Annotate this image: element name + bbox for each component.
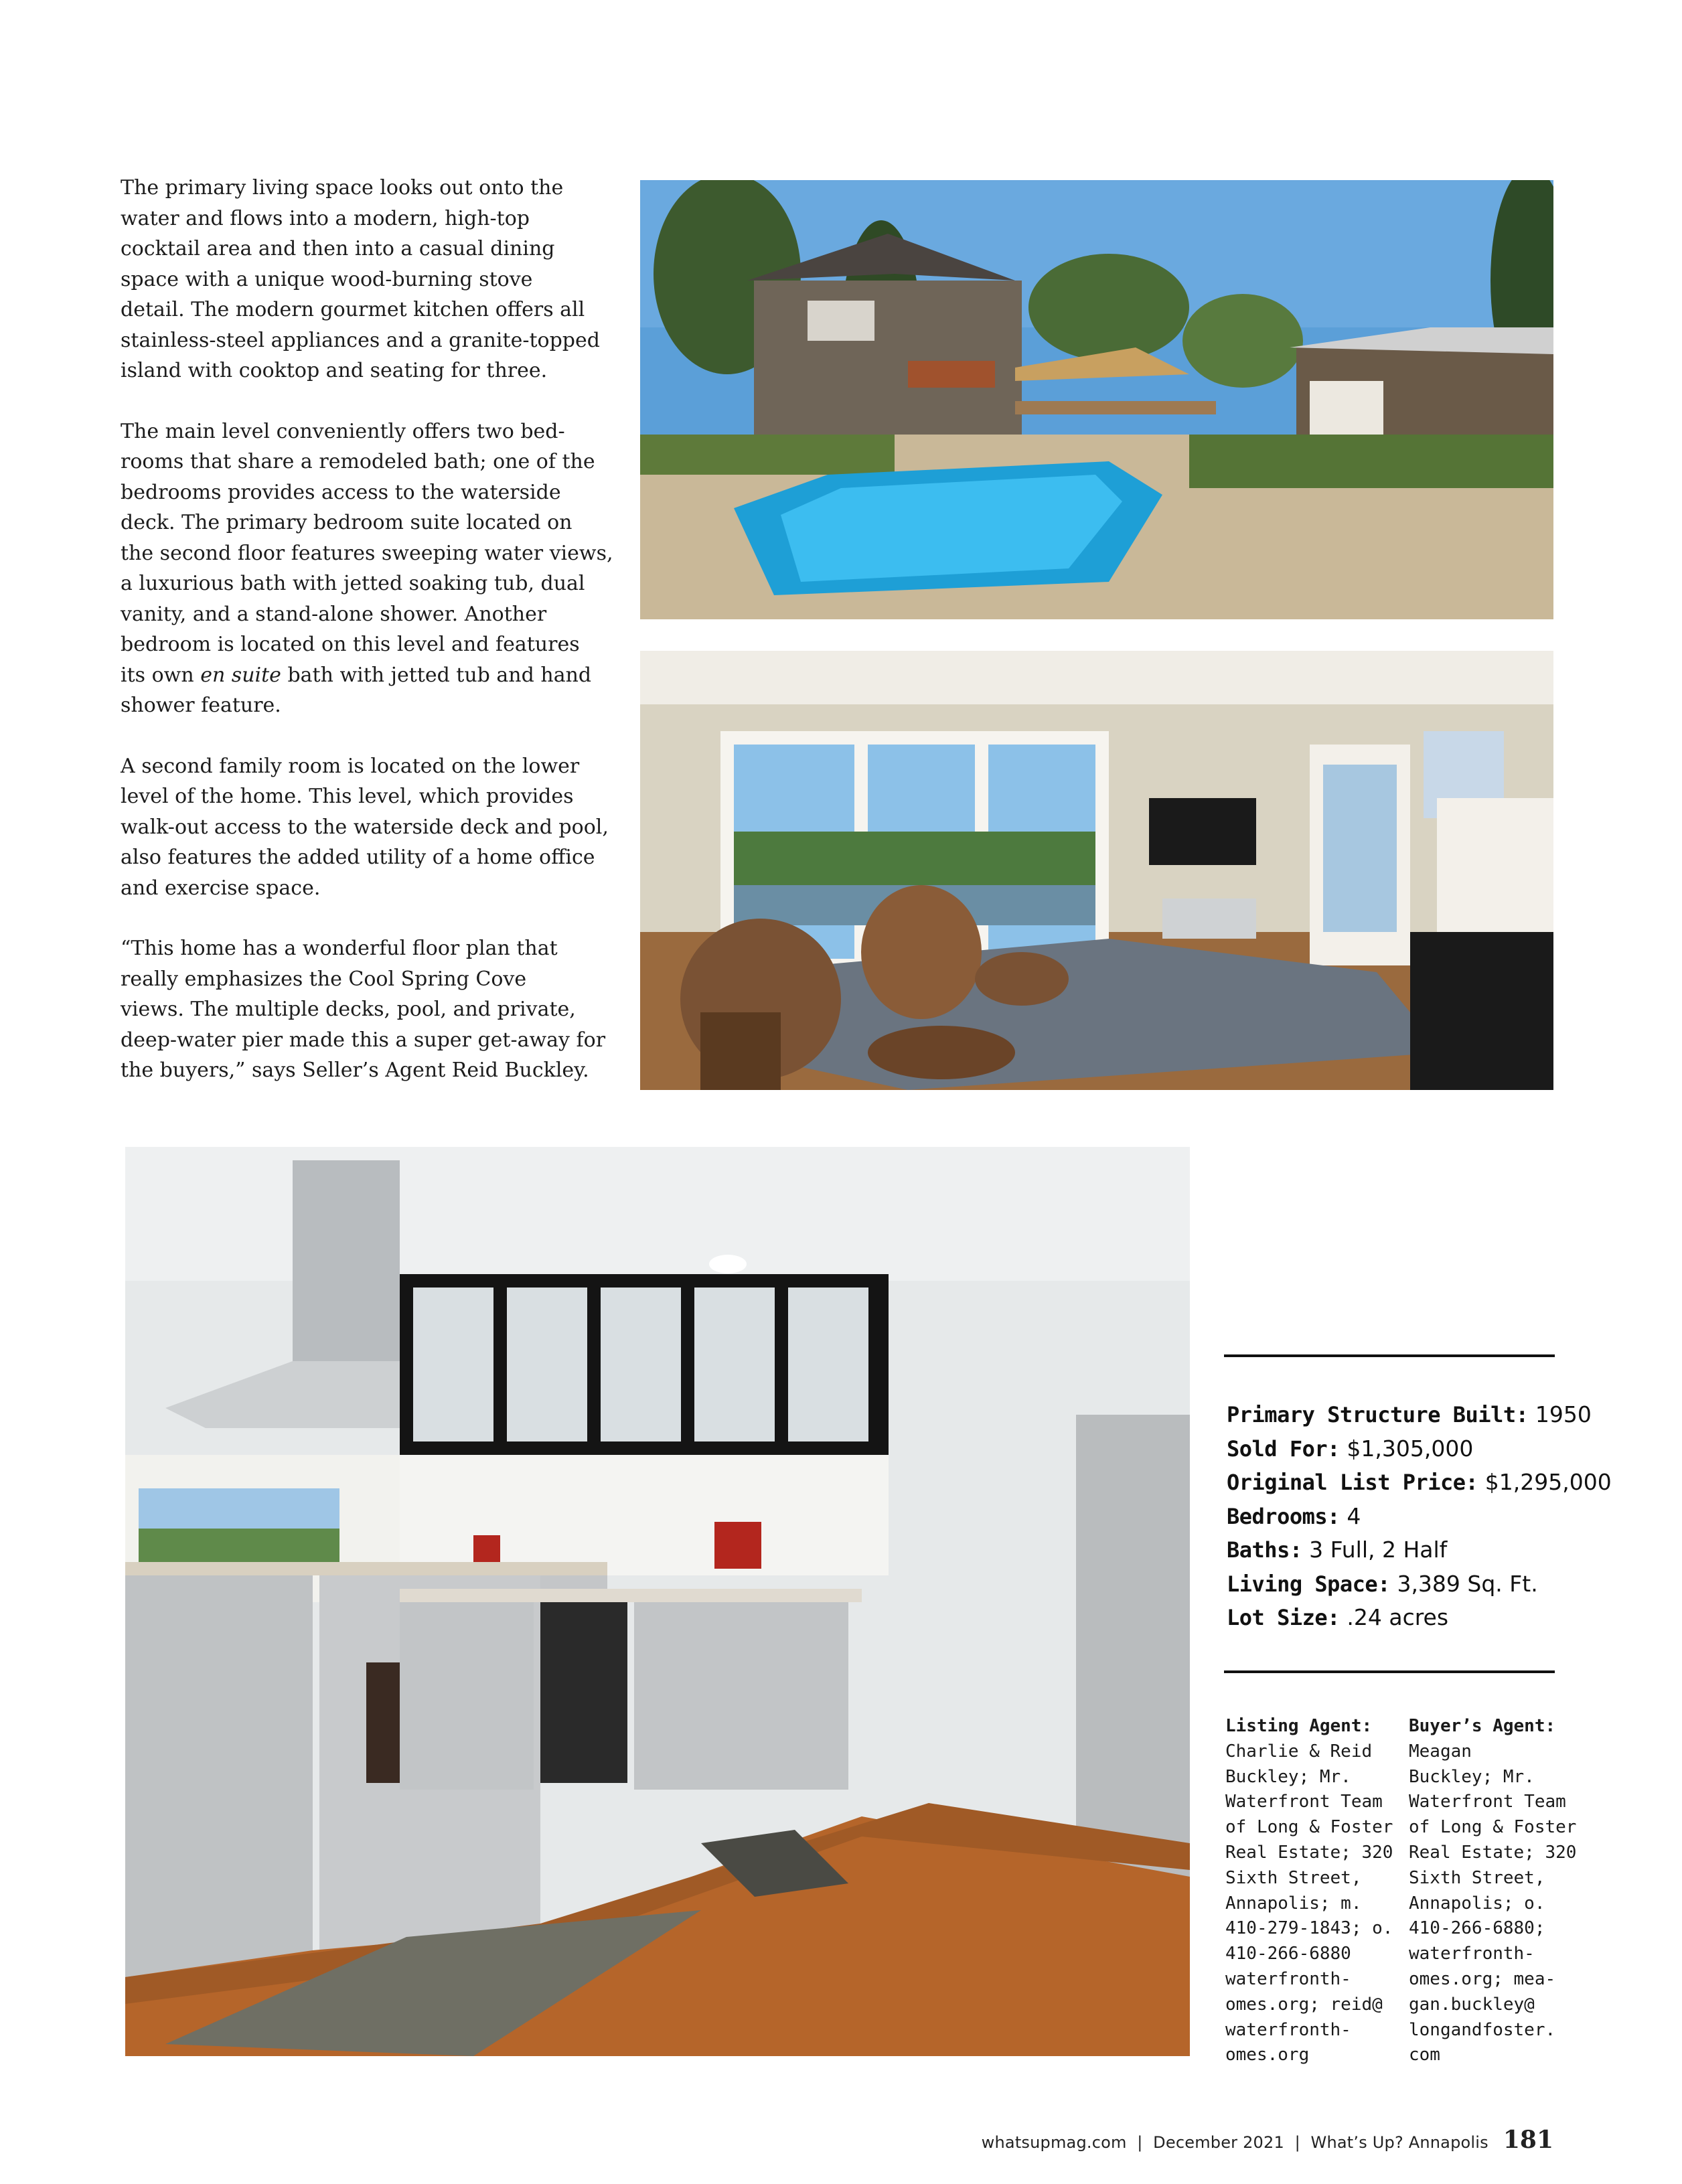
agent-detail-line: Sixth Street, bbox=[1225, 1867, 1362, 1888]
fact-label: Bedrooms: bbox=[1227, 1503, 1340, 1529]
agent-detail-line: omes.org bbox=[1225, 2045, 1310, 2065]
article-line bbox=[121, 751, 603, 782]
agent-detail-line: omes.org; reid@ bbox=[1225, 1994, 1383, 2015]
article-line bbox=[121, 933, 603, 964]
article-paragraph bbox=[121, 416, 613, 721]
article-line bbox=[121, 660, 603, 691]
page-number: 181 bbox=[1503, 2126, 1553, 2154]
article-line bbox=[121, 204, 603, 234]
line-text: shower feature. bbox=[121, 694, 281, 717]
line-text: rooms that share a remodeled bath; one of the bbox=[121, 450, 595, 473]
article-line bbox=[121, 356, 603, 386]
line-text: cocktail area and then into a casual dining bbox=[121, 237, 555, 260]
agent-detail-line: Annapolis; m. bbox=[1225, 1893, 1362, 1914]
agent-detail-line: omes.org; mea- bbox=[1409, 1968, 1556, 1989]
line-text: stainless-steel appliances and a granite-topped bbox=[121, 328, 600, 352]
fact-value: 3 Full, 2 Half bbox=[1302, 1537, 1448, 1563]
fact-value: $1,295,000 bbox=[1478, 1469, 1612, 1495]
line-text: water and flows into a modern, high-top bbox=[121, 206, 530, 230]
agent-detail-line: longandfoster. bbox=[1409, 2019, 1556, 2040]
article-line bbox=[121, 629, 603, 660]
family-room-photo bbox=[640, 651, 1553, 1090]
pool-photo bbox=[640, 180, 1553, 619]
fact-row bbox=[1227, 1432, 1561, 1466]
agent-detail-line: Meagan bbox=[1409, 1741, 1472, 1762]
article-paragraph bbox=[121, 933, 606, 1086]
fact-value: .24 acres bbox=[1339, 1604, 1449, 1630]
line-text: and exercise space. bbox=[121, 876, 321, 900]
agent-detail-line: Annapolis; o. bbox=[1409, 1893, 1545, 1914]
fact-value: $1,305,000 bbox=[1339, 1435, 1474, 1462]
article-line bbox=[121, 568, 603, 599]
agent-detail-line: gan.buckley@ bbox=[1409, 1994, 1535, 2015]
article-paragraph bbox=[121, 173, 603, 386]
line-text: views. The multiple decks, pool, and private, bbox=[121, 998, 576, 1021]
fact-label: Lot Size: bbox=[1227, 1605, 1340, 1630]
article-line bbox=[121, 508, 603, 538]
line-text: level of the home. This level, which provides bbox=[121, 785, 574, 808]
fact-row bbox=[1227, 1500, 1561, 1534]
line-text: bedrooms provides access to the waterside bbox=[121, 480, 561, 504]
line-text: The primary living space looks out onto the bbox=[121, 176, 564, 200]
article-line bbox=[121, 538, 613, 569]
fact-row bbox=[1227, 1466, 1612, 1500]
line-text: A second family room is located on the lower bbox=[121, 754, 580, 778]
line-text: detail. The modern gourmet kitchen offers all bbox=[121, 298, 585, 321]
article-line bbox=[121, 295, 603, 325]
article-line bbox=[121, 264, 603, 295]
article-line bbox=[121, 873, 603, 904]
page-footer bbox=[982, 2126, 1553, 2158]
fact-label: Original List Price: bbox=[1227, 1470, 1478, 1495]
fact-value: 3,389 Sq. Ft. bbox=[1389, 1570, 1538, 1597]
line-text: bedroom is located on this level and features bbox=[121, 633, 580, 656]
article-line bbox=[121, 447, 603, 477]
agent-detail-line: waterfronth- bbox=[1225, 1968, 1351, 1989]
fact-value: 1950 bbox=[1528, 1401, 1592, 1427]
line-text: deep-water pier made this a super get-away for bbox=[121, 1028, 606, 1052]
listing-agent-details bbox=[1225, 1739, 1406, 2068]
italic-text: en suite bbox=[200, 663, 281, 687]
fact-label: Primary Structure Built: bbox=[1227, 1402, 1529, 1427]
fact-label: Living Space: bbox=[1227, 1571, 1390, 1597]
article-line bbox=[121, 1055, 603, 1086]
article-line bbox=[121, 173, 603, 204]
line-text: a luxurious bath with jetted soaking tub, dual bbox=[121, 572, 585, 595]
fact-box-bottom-rule bbox=[1224, 1670, 1555, 1673]
agent-detail-line: waterfronth- bbox=[1409, 1944, 1535, 1964]
line-text: “This home has a wonderful floor plan that bbox=[121, 937, 558, 960]
fact-row bbox=[1227, 1601, 1561, 1635]
article-line bbox=[121, 1025, 606, 1056]
agent-detail-line: Buckley; Mr. bbox=[1409, 1766, 1535, 1787]
line-text: its own bbox=[121, 663, 201, 687]
article-line bbox=[121, 812, 609, 843]
agent-detail-line: Real Estate; 320 bbox=[1225, 1842, 1393, 1863]
buyer-agent-heading: Buyer’s Agent: bbox=[1409, 1716, 1556, 1736]
fact-box-top-rule bbox=[1224, 1354, 1555, 1357]
article-line bbox=[121, 477, 603, 508]
article-line bbox=[121, 781, 603, 812]
fact-row bbox=[1227, 1398, 1592, 1432]
article-body bbox=[121, 173, 613, 1086]
fact-label: Baths: bbox=[1227, 1537, 1302, 1563]
article-line bbox=[121, 325, 603, 356]
article-line bbox=[121, 690, 603, 721]
fact-value: 4 bbox=[1339, 1502, 1361, 1529]
footer-publication-info: whatsupmag.com | December 2021 | What’s Up? Annapolis bbox=[981, 2133, 1488, 2152]
article-paragraph bbox=[121, 751, 609, 904]
agent-detail-line: Buckley; Mr. bbox=[1225, 1766, 1351, 1787]
line-text: the buyers,” says Seller’s Agent Reid Buckley. bbox=[121, 1059, 589, 1082]
agent-detail-line: of Long & Foster bbox=[1225, 1817, 1393, 1838]
line-text: bath with jetted tub and hand bbox=[281, 663, 592, 687]
kitchen-photo bbox=[125, 1147, 1190, 2056]
line-text: space with a unique wood-burning stove bbox=[121, 267, 533, 291]
agent-detail-line: waterfronth- bbox=[1225, 2019, 1351, 2040]
agent-detail-line: Sixth Street, bbox=[1409, 1867, 1545, 1888]
agent-detail-line: 410-266-6880 bbox=[1225, 1944, 1351, 1964]
fact-row bbox=[1227, 1533, 1561, 1567]
line-text: the second floor features sweeping water views, bbox=[121, 541, 613, 565]
buyer-agent-info bbox=[1409, 1714, 1590, 2068]
property-facts bbox=[1227, 1398, 1612, 1635]
buyer-agent-details bbox=[1409, 1739, 1590, 2068]
line-text: vanity, and a stand-alone shower. Another bbox=[121, 602, 547, 626]
listing-agent-heading: Listing Agent: bbox=[1225, 1716, 1373, 1736]
line-text: deck. The primary bedroom suite located on bbox=[121, 511, 572, 534]
article-line bbox=[121, 416, 603, 447]
article-line bbox=[121, 842, 603, 873]
article-line bbox=[121, 994, 603, 1025]
agent-detail-line: Charlie & Reid bbox=[1225, 1741, 1373, 1762]
line-text: really emphasizes the Cool Spring Cove bbox=[121, 967, 527, 991]
agent-detail-line: Real Estate; 320 bbox=[1409, 1842, 1577, 1863]
article-line bbox=[121, 234, 603, 264]
line-text: island with cooktop and seating for three. bbox=[121, 359, 548, 382]
article-line bbox=[121, 964, 603, 995]
agent-detail-line: Waterfront Team bbox=[1409, 1792, 1566, 1812]
agent-detail-line: of Long & Foster bbox=[1409, 1817, 1577, 1838]
article-line bbox=[121, 599, 603, 630]
line-text: also features the added utility of a home office bbox=[121, 846, 595, 869]
agent-detail-line: Waterfront Team bbox=[1225, 1792, 1383, 1812]
fact-row bbox=[1227, 1567, 1561, 1602]
fact-label: Sold For: bbox=[1227, 1435, 1340, 1462]
line-text: walk-out access to the waterside deck and pool, bbox=[121, 815, 609, 839]
line-text: The main level conveniently offers two bed- bbox=[121, 419, 565, 443]
listing-agent-info bbox=[1225, 1714, 1406, 2068]
agent-detail-line: 410-279-1843; o. bbox=[1225, 1918, 1393, 1939]
agent-detail-line: com bbox=[1409, 2045, 1440, 2065]
agent-detail-line: 410-266-6880; bbox=[1409, 1918, 1545, 1939]
